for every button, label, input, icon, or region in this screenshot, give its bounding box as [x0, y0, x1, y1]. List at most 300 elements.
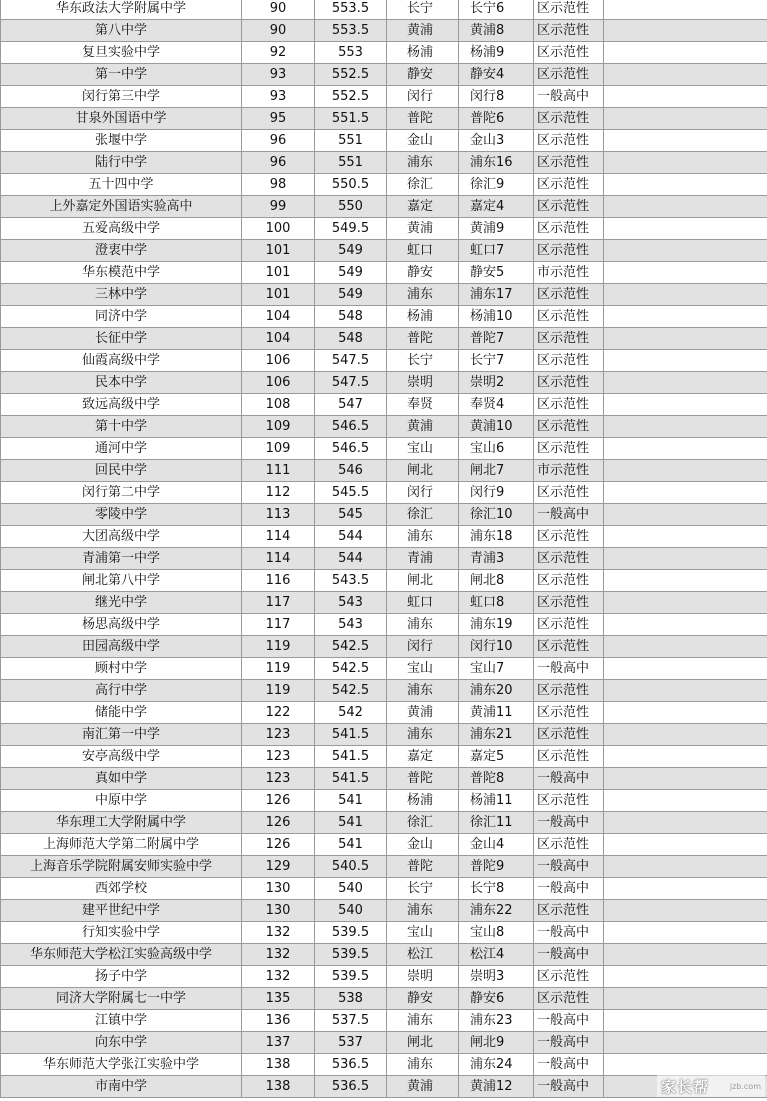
district-cell: 静安	[387, 64, 459, 86]
rank-cell: 119	[242, 658, 315, 680]
district-cell: 浦东	[387, 1010, 459, 1032]
district-code-cell: 浦东17	[459, 284, 534, 306]
district-cell: 宝山	[387, 438, 459, 460]
empty-cell	[604, 834, 767, 856]
district-code-cell: 崇明3	[459, 966, 534, 988]
district-code-cell: 徐汇10	[459, 504, 534, 526]
score-cell: 543.5	[315, 570, 387, 592]
school-name-cell: 第十中学	[1, 416, 242, 438]
empty-cell	[604, 152, 767, 174]
school-name-cell: 长征中学	[1, 328, 242, 350]
district-cell: 青浦	[387, 548, 459, 570]
school-name-cell: 建平世纪中学	[1, 900, 242, 922]
district-cell: 闵行	[387, 86, 459, 108]
district-cell: 崇明	[387, 966, 459, 988]
score-cell: 553	[315, 42, 387, 64]
school-name-cell: 真如中学	[1, 768, 242, 790]
score-cell: 546.5	[315, 416, 387, 438]
score-cell: 538	[315, 988, 387, 1010]
empty-cell	[604, 680, 767, 702]
empty-cell	[604, 42, 767, 64]
rank-cell: 122	[242, 702, 315, 724]
empty-cell	[604, 1010, 767, 1032]
district-code-cell: 闸北8	[459, 570, 534, 592]
score-cell: 553.5	[315, 20, 387, 42]
score-cell: 550.5	[315, 174, 387, 196]
district-code-cell: 浦东18	[459, 526, 534, 548]
school-name-cell: 闵行第三中学	[1, 86, 242, 108]
school-name-cell: 继光中学	[1, 592, 242, 614]
score-cell: 552.5	[315, 86, 387, 108]
rank-cell: 130	[242, 900, 315, 922]
rank-cell: 111	[242, 460, 315, 482]
school-name-cell: 华东理工大学附属中学	[1, 812, 242, 834]
score-cell: 539.5	[315, 944, 387, 966]
table-row	[1, 812, 767, 834]
rank-cell: 106	[242, 372, 315, 394]
school-type-cell: 一般高中	[534, 504, 604, 526]
school-name-cell: 行知实验中学	[1, 922, 242, 944]
rank-cell: 93	[242, 86, 315, 108]
school-name-cell: 同济大学附属七一中学	[1, 988, 242, 1010]
table-row	[1, 306, 767, 328]
table-row	[1, 284, 767, 306]
score-cell: 553.5	[315, 0, 387, 20]
district-cell: 宝山	[387, 658, 459, 680]
school-type-cell: 一般高中	[534, 878, 604, 900]
district-cell: 普陀	[387, 768, 459, 790]
empty-cell	[604, 460, 767, 482]
score-cell: 541	[315, 790, 387, 812]
empty-cell	[604, 262, 767, 284]
district-cell: 嘉定	[387, 746, 459, 768]
table-row	[1, 350, 767, 372]
table-row	[1, 1054, 767, 1076]
school-type-cell: 市示范性	[534, 460, 604, 482]
score-cell: 551.5	[315, 108, 387, 130]
school-name-cell: 回民中学	[1, 460, 242, 482]
rank-cell: 101	[242, 240, 315, 262]
district-cell: 闸北	[387, 1032, 459, 1054]
rank-cell: 132	[242, 966, 315, 988]
district-cell: 金山	[387, 834, 459, 856]
district-code-cell: 浦东23	[459, 1010, 534, 1032]
table-row	[1, 130, 767, 152]
rank-cell: 126	[242, 812, 315, 834]
school-name-cell: 高行中学	[1, 680, 242, 702]
empty-cell	[604, 306, 767, 328]
district-code-cell: 崇明2	[459, 372, 534, 394]
district-code-cell: 闸北7	[459, 460, 534, 482]
table-row	[1, 108, 767, 130]
district-cell: 松江	[387, 944, 459, 966]
district-code-cell: 黄浦8	[459, 20, 534, 42]
school-type-cell: 区示范性	[534, 218, 604, 240]
school-name-cell: 闵行第二中学	[1, 482, 242, 504]
district-code-cell: 普陀9	[459, 856, 534, 878]
table-row	[1, 1076, 767, 1098]
empty-cell	[604, 394, 767, 416]
rank-cell: 119	[242, 680, 315, 702]
district-code-cell: 静安5	[459, 262, 534, 284]
score-cell: 541.5	[315, 746, 387, 768]
score-cell: 545	[315, 504, 387, 526]
district-code-cell: 徐汇9	[459, 174, 534, 196]
district-cell: 闸北	[387, 570, 459, 592]
rank-cell: 112	[242, 482, 315, 504]
school-name-cell: 张堰中学	[1, 130, 242, 152]
school-type-cell: 一般高中	[534, 1054, 604, 1076]
score-cell: 549.5	[315, 218, 387, 240]
school-type-cell: 区示范性	[534, 570, 604, 592]
district-code-cell: 长宁7	[459, 350, 534, 372]
score-cell: 537.5	[315, 1010, 387, 1032]
empty-cell	[604, 878, 767, 900]
score-cell: 548	[315, 328, 387, 350]
table-row	[1, 416, 767, 438]
school-type-cell: 区示范性	[534, 592, 604, 614]
school-type-cell: 区示范性	[534, 20, 604, 42]
empty-cell	[604, 350, 767, 372]
empty-cell	[604, 966, 767, 988]
empty-cell	[604, 988, 767, 1010]
school-type-cell: 区示范性	[534, 284, 604, 306]
score-cell: 549	[315, 284, 387, 306]
district-cell: 嘉定	[387, 196, 459, 218]
table-row	[1, 152, 767, 174]
rank-cell: 126	[242, 834, 315, 856]
rank-cell: 108	[242, 394, 315, 416]
table-row	[1, 988, 767, 1010]
school-type-cell: 区示范性	[534, 152, 604, 174]
district-cell: 浦东	[387, 152, 459, 174]
empty-cell	[604, 724, 767, 746]
district-cell: 静安	[387, 262, 459, 284]
district-cell: 徐汇	[387, 504, 459, 526]
district-cell: 崇明	[387, 372, 459, 394]
district-cell: 普陀	[387, 328, 459, 350]
district-code-cell: 松江4	[459, 944, 534, 966]
district-cell: 浦东	[387, 614, 459, 636]
score-cell: 549	[315, 240, 387, 262]
table-row	[1, 438, 767, 460]
rank-cell: 130	[242, 878, 315, 900]
school-name-cell: 向东中学	[1, 1032, 242, 1054]
school-type-cell: 一般高中	[534, 658, 604, 680]
table-row	[1, 526, 767, 548]
table-row	[1, 196, 767, 218]
rank-cell: 129	[242, 856, 315, 878]
school-name-cell: 大团高级中学	[1, 526, 242, 548]
district-code-cell: 静安6	[459, 988, 534, 1010]
school-name-cell: 零陵中学	[1, 504, 242, 526]
empty-cell	[604, 174, 767, 196]
district-cell: 浦东	[387, 900, 459, 922]
school-type-cell: 区示范性	[534, 438, 604, 460]
table-row	[1, 482, 767, 504]
district-cell: 虹口	[387, 592, 459, 614]
school-name-cell: 江镇中学	[1, 1010, 242, 1032]
school-name-cell: 华东政法大学附属中学	[1, 0, 242, 20]
score-cell: 543	[315, 614, 387, 636]
school-type-cell: 区示范性	[534, 988, 604, 1010]
table-row	[1, 944, 767, 966]
school-type-cell: 区示范性	[534, 350, 604, 372]
school-name-cell: 顾村中学	[1, 658, 242, 680]
score-cell: 552.5	[315, 64, 387, 86]
empty-cell	[604, 812, 767, 834]
score-cell: 551	[315, 130, 387, 152]
district-code-cell: 黄浦10	[459, 416, 534, 438]
score-cell: 546.5	[315, 438, 387, 460]
district-code-cell: 嘉定4	[459, 196, 534, 218]
score-cell: 541.5	[315, 724, 387, 746]
rank-cell: 126	[242, 790, 315, 812]
district-code-cell: 金山4	[459, 834, 534, 856]
score-cell: 549	[315, 262, 387, 284]
school-type-cell: 区示范性	[534, 966, 604, 988]
empty-cell	[604, 64, 767, 86]
district-code-cell: 黄浦11	[459, 702, 534, 724]
table-row	[1, 1010, 767, 1032]
school-name-cell: 复旦实验中学	[1, 42, 242, 64]
district-code-cell: 嘉定5	[459, 746, 534, 768]
rank-cell: 96	[242, 152, 315, 174]
empty-cell	[604, 196, 767, 218]
district-cell: 浦东	[387, 526, 459, 548]
school-name-cell: 杨思高级中学	[1, 614, 242, 636]
district-code-cell: 浦东16	[459, 152, 534, 174]
table-row	[1, 1032, 767, 1054]
district-code-cell: 宝山8	[459, 922, 534, 944]
school-type-cell: 一般高中	[534, 944, 604, 966]
school-name-cell: 西郊学校	[1, 878, 242, 900]
empty-cell	[604, 328, 767, 350]
table-row	[1, 966, 767, 988]
school-type-cell: 一般高中	[534, 86, 604, 108]
district-cell: 闵行	[387, 482, 459, 504]
school-type-cell: 区示范性	[534, 174, 604, 196]
school-name-cell: 上海音乐学院附属安师实验中学	[1, 856, 242, 878]
school-name-cell: 民本中学	[1, 372, 242, 394]
school-type-cell: 一般高中	[534, 1010, 604, 1032]
district-code-cell: 杨浦10	[459, 306, 534, 328]
score-cell: 545.5	[315, 482, 387, 504]
score-cell: 539.5	[315, 966, 387, 988]
rank-cell: 104	[242, 306, 315, 328]
district-cell: 杨浦	[387, 42, 459, 64]
table-row	[1, 922, 767, 944]
table-row	[1, 0, 767, 20]
empty-cell	[604, 108, 767, 130]
score-cell: 541	[315, 834, 387, 856]
score-cell: 541	[315, 812, 387, 834]
score-cell: 540	[315, 878, 387, 900]
district-cell: 宝山	[387, 922, 459, 944]
school-type-cell: 区示范性	[534, 196, 604, 218]
school-type-cell: 区示范性	[534, 108, 604, 130]
empty-cell	[604, 416, 767, 438]
school-name-cell: 南汇第一中学	[1, 724, 242, 746]
district-code-cell: 青浦3	[459, 548, 534, 570]
district-code-cell: 普陀7	[459, 328, 534, 350]
rank-cell: 119	[242, 636, 315, 658]
rank-cell: 92	[242, 42, 315, 64]
table-row	[1, 460, 767, 482]
rank-cell: 123	[242, 724, 315, 746]
score-cell: 536.5	[315, 1076, 387, 1098]
score-cell: 542.5	[315, 636, 387, 658]
district-code-cell: 宝山6	[459, 438, 534, 460]
rank-cell: 96	[242, 130, 315, 152]
empty-cell	[604, 702, 767, 724]
rank-cell: 90	[242, 0, 315, 20]
school-type-cell: 区示范性	[534, 42, 604, 64]
school-name-cell: 五十四中学	[1, 174, 242, 196]
empty-cell	[604, 20, 767, 42]
score-cell: 544	[315, 548, 387, 570]
table-row	[1, 328, 767, 350]
school-name-cell: 市南中学	[1, 1076, 242, 1098]
district-cell: 黄浦	[387, 218, 459, 240]
rank-cell: 138	[242, 1076, 315, 1098]
table-row	[1, 86, 767, 108]
rank-cell: 117	[242, 592, 315, 614]
empty-cell	[604, 1032, 767, 1054]
rank-cell: 101	[242, 284, 315, 306]
district-cell: 长宁	[387, 878, 459, 900]
district-code-cell: 闵行10	[459, 636, 534, 658]
school-name-cell: 陆行中学	[1, 152, 242, 174]
school-type-cell: 区示范性	[534, 614, 604, 636]
score-cell: 540.5	[315, 856, 387, 878]
table-row	[1, 658, 767, 680]
school-type-cell: 区示范性	[534, 834, 604, 856]
school-type-cell: 区示范性	[534, 900, 604, 922]
rank-cell: 106	[242, 350, 315, 372]
score-cell: 539.5	[315, 922, 387, 944]
district-code-cell: 黄浦9	[459, 218, 534, 240]
score-cell: 546	[315, 460, 387, 482]
empty-cell	[604, 592, 767, 614]
district-cell: 虹口	[387, 240, 459, 262]
district-cell: 浦东	[387, 284, 459, 306]
table-row	[1, 636, 767, 658]
rank-cell: 123	[242, 768, 315, 790]
table-row	[1, 680, 767, 702]
school-type-cell: 区示范性	[534, 702, 604, 724]
table-row	[1, 592, 767, 614]
district-cell: 普陀	[387, 108, 459, 130]
school-type-cell: 区示范性	[534, 372, 604, 394]
district-code-cell: 浦东24	[459, 1054, 534, 1076]
school-name-cell: 华东模范中学	[1, 262, 242, 284]
rank-cell: 132	[242, 944, 315, 966]
empty-cell	[604, 922, 767, 944]
rank-cell: 104	[242, 328, 315, 350]
district-code-cell: 金山3	[459, 130, 534, 152]
district-cell: 徐汇	[387, 812, 459, 834]
rank-cell: 117	[242, 614, 315, 636]
district-code-cell: 闵行8	[459, 86, 534, 108]
school-type-cell: 区示范性	[534, 636, 604, 658]
watermark-sub-text: jzb.com	[729, 1082, 761, 1091]
school-name-cell: 扬子中学	[1, 966, 242, 988]
table-row	[1, 548, 767, 570]
district-cell: 黄浦	[387, 702, 459, 724]
table-body	[1, 0, 767, 1098]
empty-cell	[604, 438, 767, 460]
district-cell: 奉贤	[387, 394, 459, 416]
empty-cell	[604, 944, 767, 966]
table-row	[1, 724, 767, 746]
school-type-cell: 区示范性	[534, 680, 604, 702]
rank-cell: 90	[242, 20, 315, 42]
empty-cell	[604, 570, 767, 592]
empty-cell	[604, 240, 767, 262]
rank-cell: 136	[242, 1010, 315, 1032]
school-name-cell: 甘泉外国语中学	[1, 108, 242, 130]
watermark-main-text: 家长帮	[661, 1078, 710, 1096]
table-row	[1, 702, 767, 724]
rank-cell: 135	[242, 988, 315, 1010]
empty-cell	[604, 614, 767, 636]
district-cell: 黄浦	[387, 1076, 459, 1098]
score-cell: 548	[315, 306, 387, 328]
district-cell: 金山	[387, 130, 459, 152]
score-cell: 542	[315, 702, 387, 724]
district-code-cell: 长宁6	[459, 0, 534, 20]
empty-cell	[604, 372, 767, 394]
empty-cell	[604, 284, 767, 306]
school-name-cell: 致远高级中学	[1, 394, 242, 416]
school-type-cell: 区示范性	[534, 240, 604, 262]
score-cell: 537	[315, 1032, 387, 1054]
district-cell: 闵行	[387, 636, 459, 658]
district-code-cell: 普陀8	[459, 768, 534, 790]
school-type-cell: 区示范性	[534, 394, 604, 416]
district-cell: 长宁	[387, 0, 459, 20]
rank-cell: 116	[242, 570, 315, 592]
school-type-cell: 一般高中	[534, 768, 604, 790]
district-code-cell: 宝山7	[459, 658, 534, 680]
rank-cell: 113	[242, 504, 315, 526]
school-type-cell: 一般高中	[534, 1032, 604, 1054]
district-cell: 浦东	[387, 724, 459, 746]
empty-cell	[604, 900, 767, 922]
empty-cell	[604, 856, 767, 878]
score-cell: 542.5	[315, 680, 387, 702]
empty-cell	[604, 768, 767, 790]
school-type-cell: 区示范性	[534, 790, 604, 812]
table-row	[1, 218, 767, 240]
school-type-cell: 区示范性	[534, 482, 604, 504]
empty-cell	[604, 504, 767, 526]
school-name-cell: 青浦第一中学	[1, 548, 242, 570]
school-name-cell: 储能中学	[1, 702, 242, 724]
school-name-cell: 田园高级中学	[1, 636, 242, 658]
district-code-cell: 杨浦11	[459, 790, 534, 812]
school-name-cell: 同济中学	[1, 306, 242, 328]
table-row	[1, 856, 767, 878]
district-code-cell: 静安4	[459, 64, 534, 86]
district-code-cell: 杨浦9	[459, 42, 534, 64]
district-code-cell: 奉贤4	[459, 394, 534, 416]
school-type-cell: 一般高中	[534, 1076, 604, 1098]
school-type-cell: 区示范性	[534, 0, 604, 20]
empty-cell	[604, 636, 767, 658]
district-code-cell: 徐汇11	[459, 812, 534, 834]
